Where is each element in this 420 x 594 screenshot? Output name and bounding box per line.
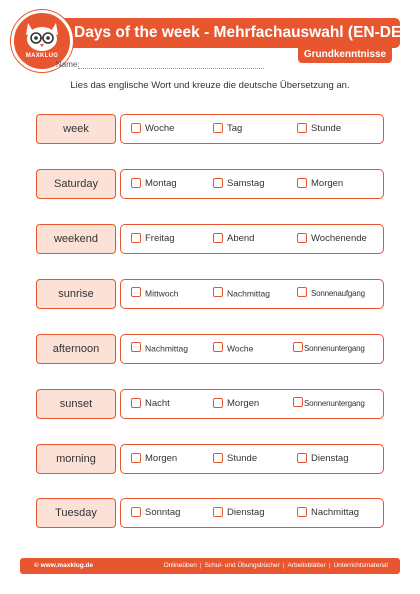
option[interactable] bbox=[297, 123, 341, 137]
checkbox-icon[interactable] bbox=[213, 287, 223, 297]
name-label: Name: bbox=[56, 60, 80, 69]
english-word: afternoon bbox=[36, 334, 116, 364]
option[interactable] bbox=[297, 178, 343, 192]
footer-site-link[interactable]: © www.maxklug.de bbox=[34, 562, 94, 569]
english-word: Saturday bbox=[36, 169, 116, 199]
option-label: Stunde bbox=[227, 453, 258, 464]
option-label: Abend bbox=[227, 233, 255, 244]
checkbox-icon[interactable] bbox=[131, 287, 141, 297]
footer-link[interactable]: Arbeitsblätter bbox=[287, 562, 326, 569]
checkbox-icon[interactable] bbox=[213, 453, 223, 463]
checkbox-icon[interactable] bbox=[213, 123, 223, 133]
option-label: Samstag bbox=[227, 178, 265, 189]
option[interactable] bbox=[213, 233, 254, 247]
option-label: Tag bbox=[227, 123, 243, 134]
option[interactable] bbox=[297, 453, 349, 467]
option-label: Morgen bbox=[311, 178, 344, 189]
checkbox-icon[interactable] bbox=[131, 342, 141, 352]
option-label: Dienstag bbox=[227, 507, 265, 518]
options-box bbox=[120, 114, 384, 144]
options-box bbox=[120, 224, 384, 254]
question-row bbox=[36, 224, 384, 254]
option[interactable] bbox=[293, 398, 365, 412]
option-label: Stunde bbox=[311, 123, 342, 134]
checkbox-icon[interactable] bbox=[293, 397, 303, 407]
option[interactable] bbox=[213, 453, 257, 467]
question-row bbox=[36, 279, 384, 309]
question-row bbox=[36, 389, 384, 419]
option[interactable] bbox=[213, 507, 265, 521]
option[interactable] bbox=[131, 343, 188, 357]
option[interactable] bbox=[213, 288, 270, 302]
footer-link[interactable]: Unterrichtsmaterial bbox=[333, 562, 388, 569]
option[interactable] bbox=[213, 123, 242, 137]
option-label: Nachmittag bbox=[227, 288, 270, 299]
option-label: Montag bbox=[145, 178, 177, 189]
option[interactable] bbox=[131, 233, 175, 247]
level-badge: Grundkenntnisse bbox=[298, 46, 392, 63]
question-row bbox=[36, 444, 384, 474]
english-word: weekend bbox=[36, 224, 116, 254]
checkbox-icon[interactable] bbox=[297, 178, 307, 188]
option-label: Woche bbox=[227, 343, 254, 354]
options-box bbox=[120, 498, 384, 528]
option[interactable] bbox=[131, 123, 174, 137]
option[interactable] bbox=[297, 288, 365, 302]
options-box bbox=[120, 389, 384, 419]
checkbox-icon[interactable] bbox=[213, 507, 223, 517]
english-word: week bbox=[36, 114, 116, 144]
option-label: Mittwoch bbox=[145, 288, 179, 299]
question-row bbox=[36, 114, 384, 144]
question-row bbox=[36, 334, 384, 364]
checkbox-icon[interactable] bbox=[297, 287, 307, 297]
option[interactable] bbox=[131, 453, 177, 467]
checkbox-icon[interactable] bbox=[131, 453, 141, 463]
option[interactable] bbox=[131, 288, 179, 302]
checkbox-icon[interactable] bbox=[131, 398, 141, 408]
option-label: Nachmittag bbox=[311, 507, 360, 518]
option-label: Morgen bbox=[145, 453, 178, 464]
footer-links: Onlineüben | Schul- und Übungsbücher | Arbeitsblätter | Unterrichtsmaterial bbox=[163, 562, 388, 569]
instruction-text: Lies das englische Wort und kreuze die deutsche Übersetzung an. bbox=[70, 80, 350, 91]
option-label: Sonntag bbox=[145, 507, 181, 518]
checkbox-icon[interactable] bbox=[293, 342, 303, 352]
option-label: Dienstag bbox=[311, 453, 349, 464]
option-label: Woche bbox=[145, 123, 175, 134]
footer-link[interactable]: Schul- und Übungsbücher bbox=[204, 562, 280, 569]
options-box bbox=[120, 279, 384, 309]
option-label: Sonnenaufgang bbox=[311, 288, 365, 298]
option[interactable] bbox=[213, 398, 259, 412]
option[interactable] bbox=[213, 343, 253, 357]
checkbox-icon[interactable] bbox=[297, 233, 307, 243]
english-word: Tuesday bbox=[36, 498, 116, 528]
checkbox-icon[interactable] bbox=[131, 507, 141, 517]
option-label: Nacht bbox=[145, 398, 170, 409]
footer-bar bbox=[20, 558, 400, 574]
question-row bbox=[36, 498, 384, 528]
logo-text: MAXKLUG bbox=[25, 53, 59, 59]
english-word: morning bbox=[36, 444, 116, 474]
footer-link[interactable]: Onlineüben bbox=[163, 562, 197, 569]
checkbox-icon[interactable] bbox=[297, 123, 307, 133]
option[interactable] bbox=[131, 178, 177, 192]
english-word: sunset bbox=[36, 389, 116, 419]
options-box bbox=[120, 444, 384, 474]
question-row bbox=[36, 169, 384, 199]
checkbox-icon[interactable] bbox=[213, 342, 223, 352]
option[interactable] bbox=[297, 233, 367, 247]
option-label: Nachmittag bbox=[145, 343, 188, 354]
checkbox-icon[interactable] bbox=[213, 398, 223, 408]
checkbox-icon[interactable] bbox=[297, 507, 307, 517]
option-label: Sonnenuntergang bbox=[304, 343, 365, 353]
options-box bbox=[120, 169, 384, 199]
option-label: Sonnenuntergang bbox=[304, 398, 365, 408]
checkbox-icon[interactable] bbox=[131, 123, 141, 133]
option[interactable] bbox=[213, 178, 265, 192]
name-input-line[interactable] bbox=[78, 68, 264, 69]
checkbox-icon[interactable] bbox=[213, 178, 223, 188]
checkbox-icon[interactable] bbox=[297, 453, 307, 463]
option[interactable] bbox=[131, 398, 170, 412]
checkbox-icon[interactable] bbox=[213, 233, 223, 243]
option[interactable] bbox=[293, 343, 365, 357]
option[interactable] bbox=[131, 507, 180, 521]
option-label: Morgen bbox=[227, 398, 260, 409]
options-box bbox=[120, 334, 384, 364]
english-word: sunrise bbox=[36, 279, 116, 309]
option-label: Wochenende bbox=[311, 233, 367, 244]
option-label: Freitag bbox=[145, 233, 175, 244]
checkbox-icon[interactable] bbox=[131, 178, 141, 188]
page-title: Days of the week - Mehrfachauswahl (EN-DE) bbox=[74, 24, 407, 41]
option[interactable] bbox=[297, 507, 359, 521]
checkbox-icon[interactable] bbox=[131, 233, 141, 243]
